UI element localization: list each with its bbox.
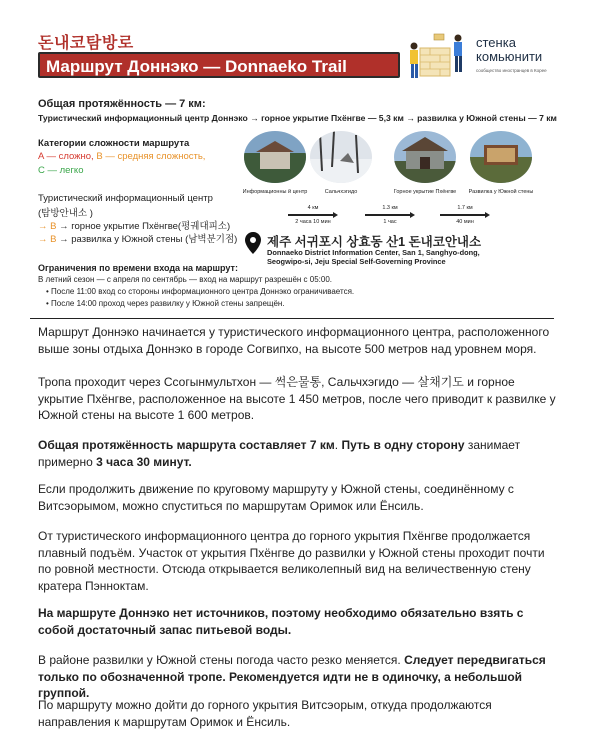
photo-salchaegido bbox=[310, 131, 372, 183]
length-bold: Общая протяжённость маршрута составляет 7 км bbox=[38, 438, 335, 452]
photo-south-wall-junction bbox=[470, 131, 532, 183]
divider bbox=[30, 318, 554, 319]
segment-3 bbox=[440, 205, 490, 225]
photo-info-center bbox=[244, 131, 306, 183]
stop-label-3: Горное укрытие Пхёнгве bbox=[393, 189, 457, 195]
difficulty-b: B — средняя сложность, bbox=[93, 151, 206, 162]
paragraph-length bbox=[38, 437, 558, 470]
photo-pyeonggwe-shelter bbox=[394, 131, 456, 183]
difficulty-a-b bbox=[38, 151, 205, 162]
entry-limit-season: В летний сезон — с апреля по сентябрь — вход на маршрут разрешён с 05:00. bbox=[38, 275, 333, 284]
length-heading: Общая протяжённость — 7 км: bbox=[38, 98, 206, 110]
arrow-right-icon bbox=[288, 212, 338, 218]
entry-limit-14: • После 14:00 проход через развилку у Южной стены запрещён. bbox=[46, 299, 285, 308]
address-english bbox=[267, 248, 480, 266]
address-english-line-1: Donnaeko District Information Center, San 1, Sanghyo-dong, bbox=[267, 248, 480, 257]
address-korean: 제주 서귀포시 상효동 산1 돈내코안내소 bbox=[267, 235, 482, 249]
branch-shelter-prefix: → B bbox=[38, 221, 57, 232]
stop-label-4: Развилка у Южной стены bbox=[468, 189, 534, 195]
segment-1 bbox=[288, 205, 338, 225]
paragraph-loop: Если продолжить движение по круговому маршруту у Южной стены, соединённому с Витсэорымом, можно спуститься по маршрутам Оримок или Ёнсиль. bbox=[38, 482, 514, 513]
arrow-right-icon bbox=[365, 212, 415, 218]
logo-line-2: комьюнити bbox=[476, 49, 543, 64]
one-way-bold: Путь в одну сторону bbox=[341, 438, 465, 452]
segment-2-time: 1 час bbox=[383, 219, 397, 225]
title-banner: Маршрут Доннэко — Donnaeko Trail bbox=[38, 52, 400, 78]
branch-shelter-text: → горное укрытие Пхёнгве(평궤대피소) bbox=[56, 221, 231, 232]
entry-limit-11: • После 11:00 вход со стороны информационного центра Доннэко ограничивается. bbox=[46, 287, 355, 296]
logo-line-1: стенка bbox=[476, 35, 516, 50]
branch-south-wall-text: → развилка у Южной стены (남벽분기점) bbox=[56, 234, 238, 245]
paragraph-start: Маршрут Доннэко начинается у туристического информационного центра, расположенного выше зоны отдыха Доннэко в городе Согвипхо, на высоте 500 метров над уровнем моря. bbox=[38, 325, 550, 356]
route-summary: Туристический информационный центр Доннэко → горное укрытие Пхёнгве — 5,3 км → развилка у Южной стены — 7 км bbox=[38, 113, 557, 123]
branch-shelter bbox=[38, 218, 230, 232]
difficulty-a: A — сложно, bbox=[38, 151, 94, 162]
arrow-right-icon bbox=[440, 212, 490, 218]
branch-south-wall bbox=[38, 231, 237, 245]
segment-2-distance: 1.3 км bbox=[382, 205, 398, 211]
address-english-line-2: Seogwipo-si, Jeju Special Self-Governing Province bbox=[267, 257, 446, 266]
segment-1-distance: 4 км bbox=[307, 205, 319, 211]
wall-builders-illustration bbox=[406, 28, 470, 84]
difficulty-heading: Категории сложности маршрута bbox=[38, 138, 190, 149]
stop-label-1: Информационны й центр bbox=[242, 189, 308, 195]
paragraph-path: Тропа проходит через Ссогынмультхон — 썩은물통, Сальчхэгидо — 살채기도 и горное укрытие Пхёнгве, расположенное на высоте 1 450 метров, после чего приводит к развилке у Южной стены на высоте 1 600 метров. bbox=[38, 375, 556, 422]
logo-subtitle: сообщество иностранцев в Корее bbox=[476, 68, 547, 73]
weather-bold: Следует передвигаться только по обозначенной тропе. Рекомендуется идти не в одиночку, а небольшой группой. bbox=[38, 653, 546, 700]
community-logo bbox=[476, 36, 542, 64]
segment-2 bbox=[365, 205, 415, 225]
difficulty-c: C — легко bbox=[38, 165, 84, 176]
segment-3-time: 40 мин bbox=[456, 219, 474, 225]
stop-label-2: Сальчхэгидо bbox=[324, 189, 358, 195]
segment-3-distance: 1.7 км bbox=[457, 205, 473, 211]
paragraph-witsae: По маршруту можно дойти до горного укрытия Витсэорым, откуда продолжаются направления к маршрутам Оримок и Ёнсиль. bbox=[38, 698, 492, 729]
length-rest: занимает примерно bbox=[38, 438, 521, 469]
info-center-korean: (탐방안내소 ) bbox=[38, 208, 93, 219]
location-pin-icon bbox=[245, 232, 261, 254]
segment-1-time: 2 часа 10 мин bbox=[295, 219, 331, 225]
weather-text: В районе развилки у Южной стены погода часто резко меняется. bbox=[38, 653, 405, 667]
paragraph-weather bbox=[38, 652, 558, 702]
length-sep: . bbox=[334, 438, 342, 452]
paragraph-water: На маршруте Доннэко нет источников, поэтому необходимо обязательно взять с собой достаточный запас питьевой воды. bbox=[38, 606, 524, 637]
paragraph-ascent: От туристического информационного центра до горного укрытия Пхёнгве продолжается плавный подъём. Участок от укрытия Пхёнгве до развилки у Южной стены проходит почти по ровной местности. Отсюда открывается великолепный вид на величественную стену кратера Пэнноктам. bbox=[38, 529, 545, 593]
entry-limits-heading: Ограничения по времени входа на маршрут: bbox=[38, 263, 238, 273]
korean-title: 돈내코탐방로 bbox=[38, 35, 134, 52]
duration-bold: 3 часа 30 минут. bbox=[96, 454, 192, 469]
branch-south-wall-prefix: → B bbox=[38, 234, 57, 245]
info-center-title: Туристический информационный центр bbox=[38, 193, 213, 204]
